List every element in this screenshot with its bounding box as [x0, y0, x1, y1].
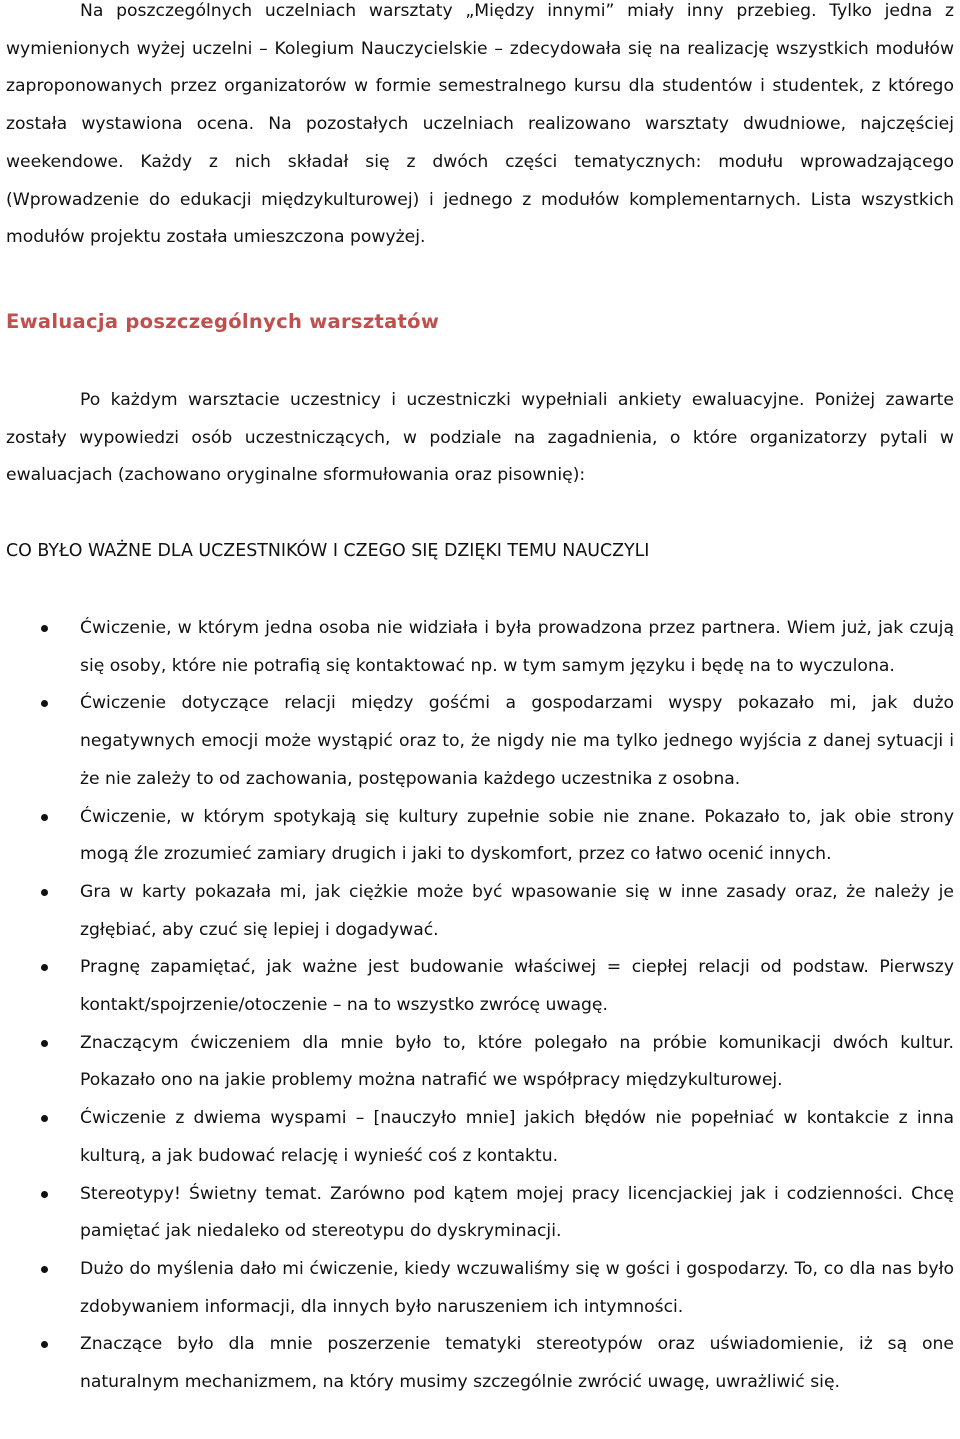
list-item: [0, 799, 960, 874]
bullet-icon: [41, 814, 48, 821]
list-item-text: Dużo do myślenia dało mi ćwiczenie, kiedy wczuwaliśmy się w gości i gospodarzy. To, co dla nas było zdobywaniem informacji, dla innych było naruszeniem ich intymności.: [80, 1258, 954, 1317]
bullet-icon: [41, 700, 48, 707]
evaluation-text: Po każdym warsztacie uczestnicy i uczestniczki wypełniali ankiety ewaluacyjne. Poniżej zawarte zostały wypowiedzi osób uczestniczących, w podziale na zagadnienia, o które organizatorzy pytali w ewaluacjach (zachowano oryginalne sformułowania oraz pisownię):: [6, 390, 954, 486]
list-item: [0, 685, 960, 798]
list-item: [0, 610, 960, 685]
list-item: [0, 1176, 960, 1251]
bullet-icon: [41, 1115, 48, 1122]
bullet-icon: [41, 889, 48, 896]
list-item: [0, 1251, 960, 1326]
list-item-text: Ćwiczenie z dwiema wyspami – [nauczyło mnie] jakich błędów nie popełniać w kontakcie z inna kulturą, a jak budować relację i wynieść coś z kontaktu.: [80, 1108, 954, 1166]
list-item-text: Znaczące było dla mnie poszerzenie tematyki stereotypów oraz uświadomienie, iż są one naturalnym mechanizmem, na który musimy szczególnie zwrócić uwagę, uwrażliwić się.: [80, 1334, 954, 1393]
list-item-text: Ćwiczenie dotyczące relacji między gośćmi a gospodarzami wyspy pokazało mi, jak dużo negatywnych emocji może wystąpić oraz to, że nigdy nie ma tylko jednego wyjścia z danej sytuacji i że nie zależy to od zachowania, postępowania każdego uczestnika z osobna.: [80, 693, 954, 789]
list-item-text: Stereotypy! Świetny temat. Zarówno pod kątem mojej pracy licencjackiej jak i codzienności. Chcę pamiętać jak niedaleko od stereotypu do dyskryminacji.: [80, 1183, 954, 1242]
bullet-icon: [41, 1040, 48, 1047]
list-item-text: Ćwiczenie, w którym spotykają się kultury zupełnie sobie nie znane. Pokazało to, jak obie strony mogą źle zrozumieć zamiary drugich i jaki to dyskomfort, przez co łatwo ocenić innych.: [80, 806, 954, 865]
bullet-icon: [41, 1191, 48, 1198]
intro-paragraph: [6, 0, 954, 257]
list-item: [0, 874, 960, 949]
bullet-icon: [41, 1266, 48, 1273]
feedback-list: [0, 610, 960, 1402]
list-item-text: Pragnę zapamiętać, jak ważne jest budowanie właściwej = ciepłej relacji od podstaw. Pierwszy kontakt/spojrzenie/otoczenie – na to wszystko zwrócę uwagę.: [80, 957, 954, 1016]
list-item-text: Znaczącym ćwiczeniem dla mnie było to, które polegało na próbie komunikacji dwóch kultur. Pokazało ono na jakie problemy można natrafić we współpracy międzykulturowej.: [80, 1032, 954, 1091]
subheading: CO BYŁO WAŻNE DLA UCZESTNIKÓW I CZEGO SIĘ DZIĘKI TEMU NAUCZYLI: [6, 541, 650, 561]
section-heading: Ewaluacja poszczególnych warsztatów: [6, 310, 440, 333]
intro-text: Na poszczególnych uczelniach warsztaty „Między innymi” miały inny przebieg. Tylko jedna z wymienionych wyżej uczelni – Kolegium Nauczycielskie – zdecydowała się na realizację wszystkich modułów zaproponowanych przez organizatorów w formie semestralnego kursu dla studentów i studentek, z którego została wystawiona ocena. Na pozostałych uczelniach realizowano warsztaty dwudniowe, najczęściej weekendowe. Każdy z nich składał się z dwóch części tematycznych: modułu wprowadzającego (Wprowadzenie do edukacji międzykulturowej) i jednego z modułów komplementarnych. Lista wszystkich modułów projektu została umieszczona powyżej.: [6, 1, 954, 248]
list-item: [0, 1326, 960, 1401]
list-item: [0, 1100, 960, 1175]
bullet-icon: [41, 1341, 48, 1348]
list-item-text: Gra w karty pokazała mi, jak ciężkie może być wpasowanie się w inne zasady oraz, że należy je zgłębiać, aby czuć się lepiej i dogadywać.: [80, 881, 954, 940]
list-item-text: Ćwiczenie, w którym jedna osoba nie widziała i była prowadzona przez partnera. Wiem już, jak czują się osoby, które nie potrafią się kontaktować np. w tym samym języku i będę na to wyczulona.: [80, 618, 954, 676]
bullet-icon: [41, 625, 48, 632]
bullet-icon: [41, 964, 48, 971]
list-item: [0, 949, 960, 1024]
evaluation-paragraph: [6, 382, 954, 495]
list-item: [0, 1025, 960, 1100]
